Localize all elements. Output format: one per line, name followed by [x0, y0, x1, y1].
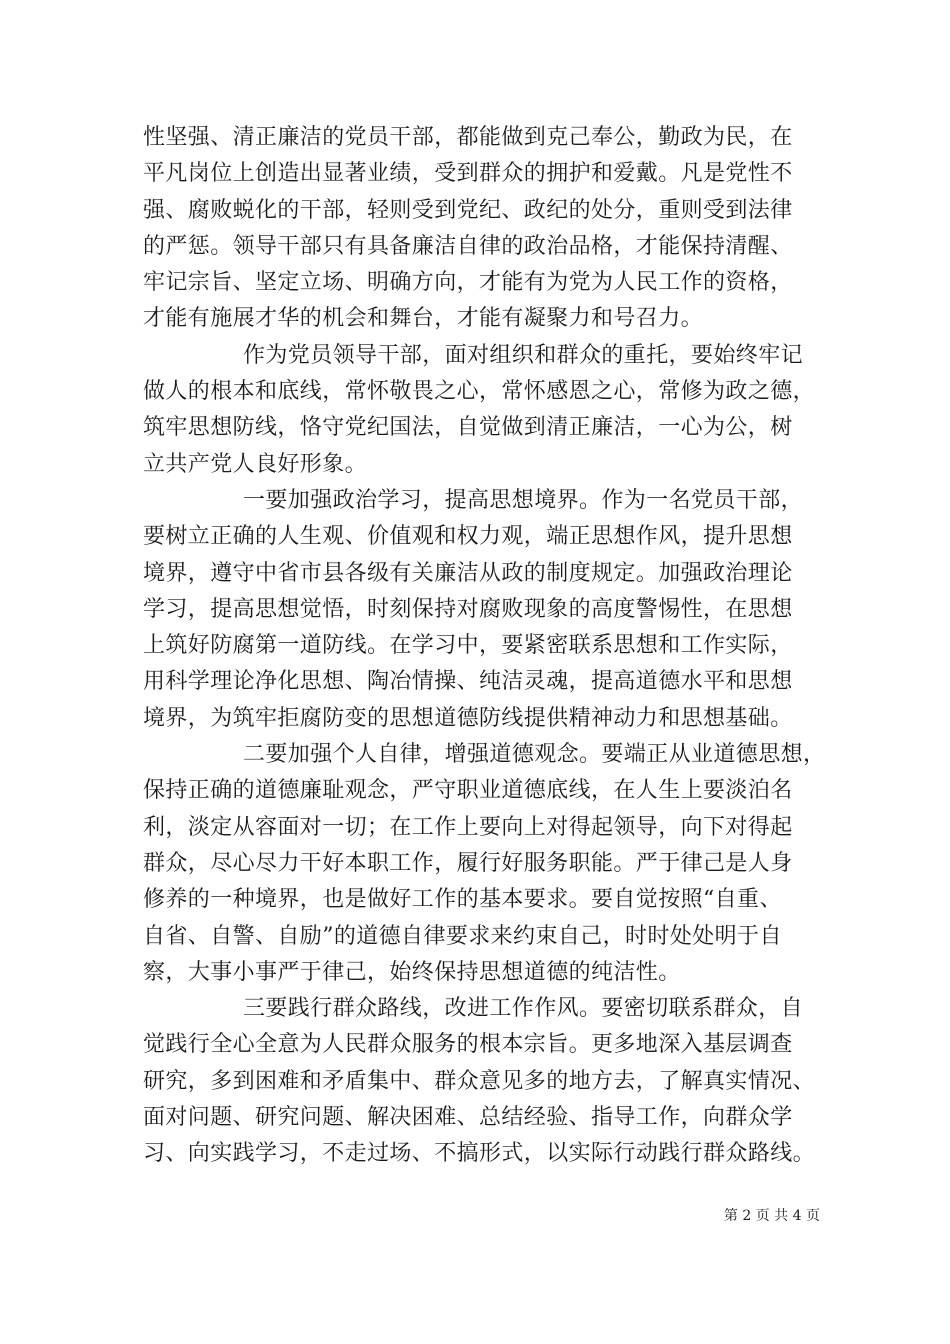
text-line: 才能有施展才华的机会和舞台，才能有凝聚力和号召力。 — [143, 306, 704, 332]
text-line: 平凡岗位上创造出显著业绩，受到群众的拥护和爱戴。凡是党性不 — [143, 161, 793, 187]
text-line: 作为党员领导干部，面对组织和群众的重托，要始终牢记 — [243, 342, 804, 368]
text-line: 利，淡定从容面对一切；在工作上要向上对得起领导，向下对得起 — [143, 814, 793, 840]
text-line: 三要践行群众路线，改进工作作风。要密切联系群众，自 — [243, 996, 804, 1022]
text-line: 二要加强个人自律，增强道德观念。要端正从业道德思想， — [243, 742, 826, 768]
paragraph — [143, 737, 826, 991]
text-line: 面对问题、研究问题、解决困难、总结经验、指导工作，向群众学 — [143, 1105, 793, 1131]
paragraph — [143, 991, 823, 1172]
paragraph — [143, 338, 823, 483]
text-line: 境界，为筑牢拒腐防变的思想道德防线提供精神动力和思想基础。 — [143, 705, 793, 731]
text-line: 用科学理论净化思想、陶冶情操、纯洁灵魂，提高道德水平和思想 — [143, 669, 793, 695]
text-line: 筑牢思想防线，恪守党纪国法，自觉做到清正廉洁，一心为公，树 — [143, 415, 793, 441]
text-line: 群众，尽心尽力干好本职工作，履行好服务职能。严于律己是人身 — [143, 850, 793, 876]
paragraph — [143, 483, 823, 737]
text-line: 性坚强、清正廉洁的党员干部，都能做到克己奉公，勤政为民，在 — [143, 125, 793, 150]
text-line: 自省、自警、自励”的道德自律要求来约束自己，时时处处明于自 — [143, 923, 782, 949]
text-line: 研究，多到困难和矛盾集中、群众意见多的地方去，了解真实情况、 — [143, 1068, 816, 1094]
text-line: 牢记宗旨、坚定立场、明确方向，才能有为党为人民工作的资格， — [143, 270, 793, 296]
text-line: 一要加强政治学习，提高思想境界。作为一名党员干部， — [243, 487, 804, 513]
text-line: 察，大事小事严于律己，始终保持思想道德的纯洁性。 — [143, 959, 681, 985]
paragraph — [143, 120, 823, 338]
text-line: 学习，提高思想觉悟，时刻保持对腐败现象的高度警惕性，在思想 — [143, 596, 793, 622]
text-line: 的严惩。领导干部只有具备廉洁自律的政治品格，才能保持清醒、 — [143, 233, 793, 259]
text-line: 觉践行全心全意为人民群众服务的根本宗旨。更多地深入基层调查 — [143, 1032, 793, 1058]
page-number: 第 2 页 共 4 页 — [723, 1208, 820, 1224]
document-body — [143, 120, 826, 1173]
text-line: 立共产党人良好形象。 — [143, 451, 368, 477]
text-line: 修养的一种境界，也是做好工作的基本要求。要自觉按照“自重、 — [143, 887, 782, 913]
text-line: 做人的根本和底线，常怀敬畏之心，常怀感恩之心，常修为政之德， — [143, 379, 816, 405]
text-line: 上筑好防腐第一道防线。在学习中，要紧密联系思想和工作实际， — [143, 633, 793, 659]
text-line: 要树立正确的人生观、价值观和权力观，端正思想作风，提升思想 — [143, 524, 793, 550]
text-line: 境界，遵守中省市县各级有关廉洁从政的制度规定。加强政治理论 — [143, 560, 793, 586]
text-line: 习、向实践学习，不走过场、不搞形式，以实际行动践行群众路线。 — [143, 1141, 816, 1167]
text-line: 保持正确的道德廉耻观念，严守职业道德底线，在人生上要淡泊名 — [143, 778, 793, 804]
text-line: 强、腐败蜕化的干部，轻则受到党纪、政纪的处分，重则受到法律 — [143, 197, 793, 223]
